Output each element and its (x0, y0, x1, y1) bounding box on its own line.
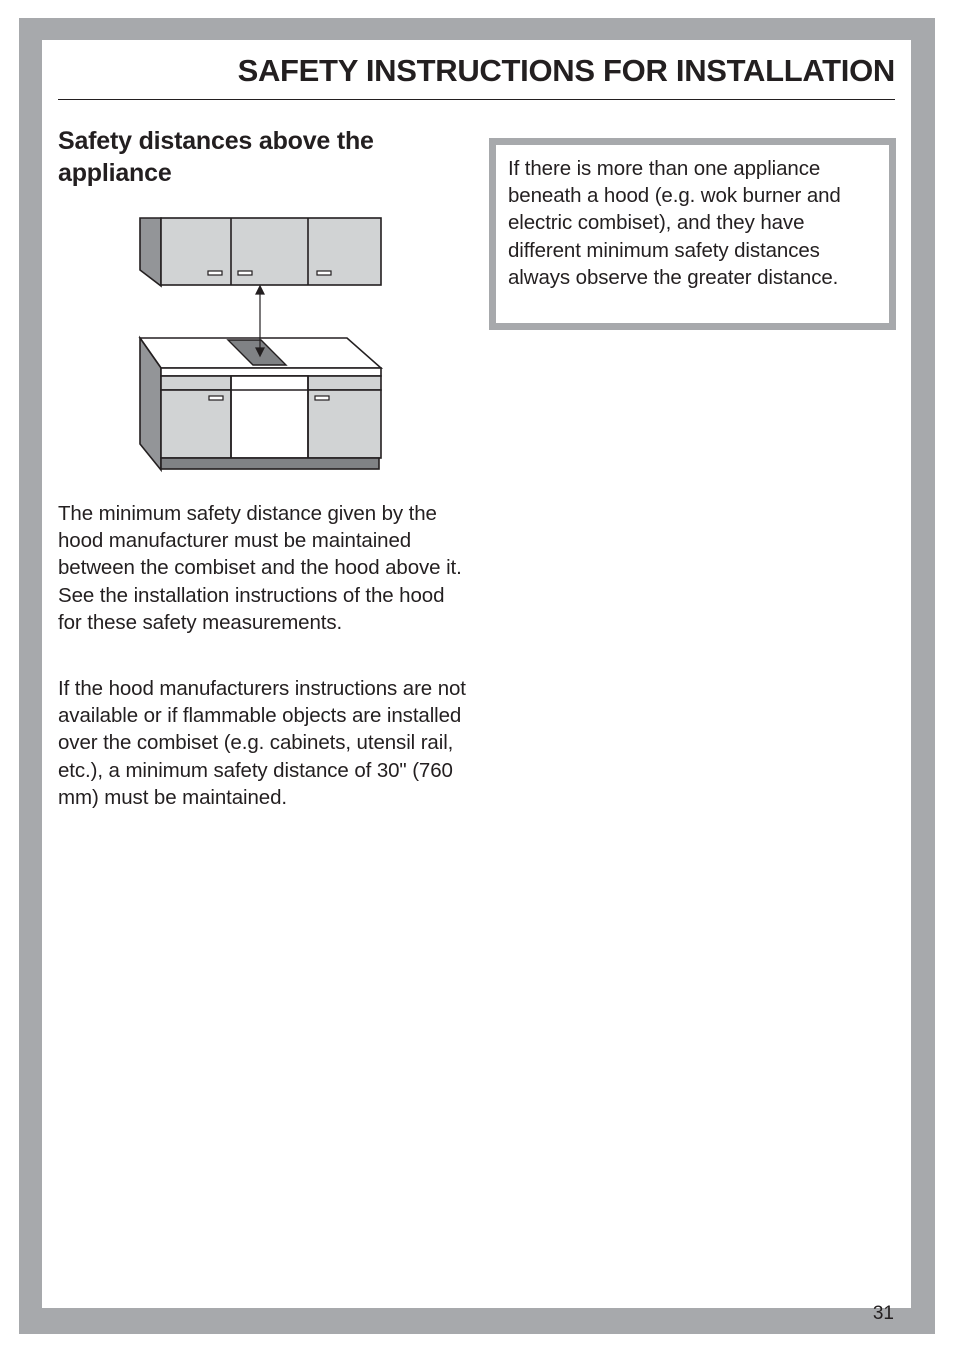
wall-cabinets (140, 218, 381, 286)
note-text: If there is more than one appliance beneath a hood (e.g. wok burner and electric combiset), and they have different minimum safety distances always observe the greater distance. (496, 145, 889, 323)
page-title: SAFETY INSTRUCTIONS FOR INSTALLATION (237, 53, 895, 88)
base-cabinets (161, 376, 381, 469)
note-box (489, 138, 896, 330)
safety-distance-diagram (136, 214, 386, 474)
paragraph-minimum-distance: If the hood manufacturers instructions are not available or if flammable objects are installed over the combiset (e.g. cabinets, utensil rail, etc.), a minimum safety distance of 30" (760 mm) must be maintained. (58, 677, 466, 809)
page-number: 31 (872, 1303, 894, 1324)
paragraph-safety-distance: The minimum safety distance given by the hood manufacturer must be maintained between the combiset and the hood above it. See the installation instructions of the hood for these safety measurements. (58, 502, 462, 634)
header-divider (58, 99, 895, 100)
section-heading: Safety distances above the appliance (58, 127, 374, 187)
